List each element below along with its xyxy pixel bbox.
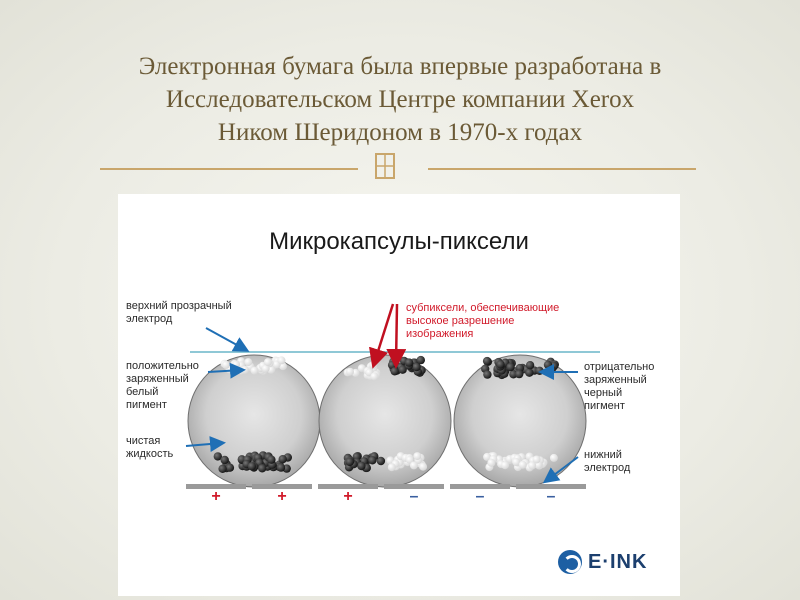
slide-title-line: Ником Шеридоном в 1970-х годах [217, 119, 583, 146]
pigment-particle [368, 456, 376, 464]
pigment-particle [515, 370, 523, 378]
arrow-top-electrode [206, 328, 246, 350]
pigment-particle [226, 464, 234, 472]
pigment-particle [279, 455, 287, 463]
label-line: электрод [584, 462, 631, 474]
label-line: жидкость [126, 448, 174, 460]
charge-sign: – [409, 488, 419, 505]
pigment-particle [346, 458, 354, 466]
charge-sign: + [211, 488, 221, 505]
pigment-particle [251, 367, 259, 375]
charge-sign: – [475, 488, 485, 505]
pigment-particle [496, 360, 504, 368]
pigment-particle [222, 361, 230, 369]
pigment-particle [410, 461, 418, 469]
label-top-electrode [126, 300, 232, 326]
label-line: чистая [126, 435, 161, 447]
pigment-particle [248, 462, 256, 470]
pigment-particle [346, 368, 354, 376]
pigment-particle [277, 463, 285, 471]
pigment-particle [487, 459, 495, 467]
label-line: электрод [126, 313, 173, 325]
label-subpixels [406, 302, 559, 341]
label-negative-black-pigment [584, 361, 654, 413]
eink-logo-text: E·INK [588, 550, 648, 573]
label-line: пигмент [126, 399, 167, 411]
charge-signs [211, 488, 555, 505]
pigment-particle [419, 463, 427, 471]
microcapsule-figure [118, 194, 680, 596]
label-line: заряженный [584, 374, 647, 386]
pigment-particle [241, 366, 249, 374]
pigment-particle [357, 462, 365, 470]
pigment-particle [405, 358, 413, 366]
label-line: нижний [584, 449, 622, 461]
pigment-particle [388, 463, 396, 471]
pigment-particle [483, 357, 491, 365]
charge-sign: – [546, 488, 556, 505]
pigment-particle [278, 356, 286, 364]
pigment-particle [413, 452, 421, 460]
label-bottom-electrode [584, 449, 630, 475]
title-divider-right [428, 168, 696, 170]
label-positive-white-pigment [126, 360, 199, 412]
pigment-particle [535, 367, 543, 375]
slide-title-line: Исследовательском Центре компании Xerox [165, 86, 635, 113]
slide-title [40, 50, 760, 149]
label-line: заряженный [126, 373, 189, 385]
label-line: черный [584, 387, 623, 399]
pigment-particle [267, 456, 275, 464]
label-line: верхний прозрачный [126, 300, 232, 312]
label-line: отрицательно [584, 361, 655, 373]
pigment-particle [506, 363, 514, 371]
pigment-particle [244, 358, 252, 366]
label-line: субпиксели, обеспечивающие [406, 302, 560, 314]
label-line: высокое разрешение [406, 315, 515, 327]
slide-title-line: Электронная бумага была впервые разработана в [138, 53, 662, 80]
label-line: положительно [126, 360, 199, 372]
pigment-particle [391, 367, 399, 375]
pigment-particle [258, 464, 266, 472]
pigment-particle [218, 465, 226, 473]
pigment-particle [221, 456, 229, 464]
pigment-particle [483, 370, 491, 378]
pigment-particle [525, 369, 533, 377]
pigment-particle [417, 356, 425, 364]
pigment-particle [550, 454, 558, 462]
arrow-subpixel-right [396, 304, 397, 364]
label-clear-liquid [126, 435, 173, 461]
charge-sign: + [343, 488, 353, 505]
pigment-particle [501, 461, 509, 469]
label-line: белый [126, 386, 159, 398]
pigment-particle [526, 361, 534, 369]
pigment-particle [519, 461, 527, 469]
eink-logo [558, 550, 647, 574]
pigment-particle [528, 462, 536, 470]
pigment-particle [370, 372, 378, 380]
label-line: изображения [406, 328, 474, 340]
ornament-icon [370, 150, 400, 184]
title-divider-left [100, 168, 358, 170]
figure-title: Микрокапсулы-пиксели [269, 228, 529, 255]
charge-sign: + [277, 488, 287, 505]
bottom-electrode-segments [186, 484, 586, 489]
pigment-particle [264, 358, 272, 366]
pigment-particle [232, 361, 240, 369]
eink-logo-icon [558, 550, 582, 574]
microcapsule-middle [319, 355, 451, 487]
label-line: пигмент [584, 400, 625, 412]
